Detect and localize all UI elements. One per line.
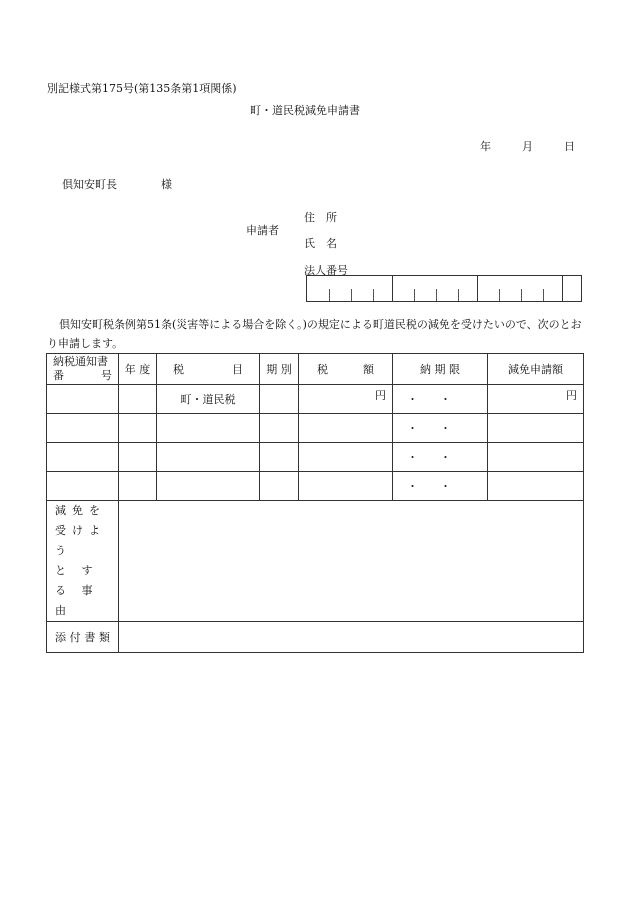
attachments-char-1: 添 [55,631,66,644]
date-line [480,138,575,154]
header-period: 期 別 [260,354,299,385]
cell-period[interactable] [260,385,299,414]
cell-tax-item[interactable] [157,443,260,472]
document-title: 町・道民税減免申請書 [250,104,360,117]
cell-tax-item[interactable] [157,472,260,501]
cell-reduction-amount[interactable] [488,443,584,472]
date-year-label: 年 [480,140,491,153]
header-notice-number-go: 号 [101,369,112,382]
header-amount-gaku: 額 [363,363,374,376]
reason-label-line2: と す る 事 由 [55,564,99,617]
applicant-label: 申請者 [246,224,279,237]
attachments-row [47,622,584,653]
cell-period[interactable] [260,414,299,443]
header-tax-item [157,354,260,385]
address-label: 住 所 [304,211,337,224]
application-statement: 倶知安町税条例第51条(災害等による場合を除く。)の規定による町道民税の減免を受けたいので、次のとおり申請します。 [47,318,582,350]
cell-amount[interactable] [299,472,393,501]
attachments-char-3: 書 [84,631,96,644]
cell-year[interactable] [119,443,157,472]
reason-field[interactable] [119,501,584,622]
table-row [47,414,584,443]
table-header-row [47,354,584,385]
header-tax-item-zei: 税 [173,363,184,376]
reason-label [47,501,119,622]
cell-notice-number[interactable] [47,472,119,501]
header-notice-number-line1: 納税通知書 [53,355,108,368]
reduction-table [46,353,584,653]
corporate-number-grid[interactable] [306,275,582,302]
cell-year[interactable] [119,472,157,501]
corporate-number-label: 法人番号 [304,264,348,277]
cell-notice-number[interactable] [47,414,119,443]
cell-amount[interactable] [299,443,393,472]
cell-tax-item[interactable] [157,414,260,443]
cell-reduction-amount[interactable]: 円 [488,385,584,414]
reason-label-line1: 減免を受けよう [55,504,106,557]
date-month-label: 月 [522,140,533,153]
cell-reduction-amount[interactable] [488,414,584,443]
cell-deadline[interactable]: ・・ [393,414,488,443]
cell-period[interactable] [260,472,299,501]
date-day-label: 日 [564,140,575,153]
cell-reduction-amount[interactable] [488,472,584,501]
cell-deadline[interactable]: ・・ [393,385,488,414]
header-amount [299,354,393,385]
addressee [62,176,172,192]
attachments-label [47,622,119,653]
cell-notice-number[interactable] [47,443,119,472]
attachments-field[interactable] [119,622,584,653]
name-label: 氏 名 [304,237,337,250]
form-reference: 別記様式第175号(第135条第1項関係) [47,82,237,95]
header-reduction-amount: 減免申請額 [488,354,584,385]
table-row [47,385,584,414]
header-year: 年 度 [119,354,157,385]
cell-year[interactable] [119,385,157,414]
cell-tax-item[interactable]: 町・道民税 [157,385,260,414]
header-tax-item-moku: 目 [232,363,243,376]
header-notice-number-ban: 番 [53,369,64,382]
table-row [47,443,584,472]
cell-year[interactable] [119,414,157,443]
reason-row [47,501,584,622]
cell-deadline[interactable]: ・・ [393,443,488,472]
header-deadline: 納 期 限 [393,354,488,385]
addressee-honorific: 様 [161,178,172,191]
table-row [47,472,584,501]
header-amount-zei: 税 [317,363,328,376]
attachments-char-2: 付 [69,631,81,644]
attachments-char-4: 類 [98,631,110,644]
cell-deadline[interactable]: ・・ [393,472,488,501]
cell-notice-number[interactable] [47,385,119,414]
cell-amount[interactable] [299,414,393,443]
cell-amount[interactable]: 円 [299,385,393,414]
header-notice-number [47,354,119,385]
cell-period[interactable] [260,443,299,472]
addressee-name: 倶知安町長 [62,178,117,191]
